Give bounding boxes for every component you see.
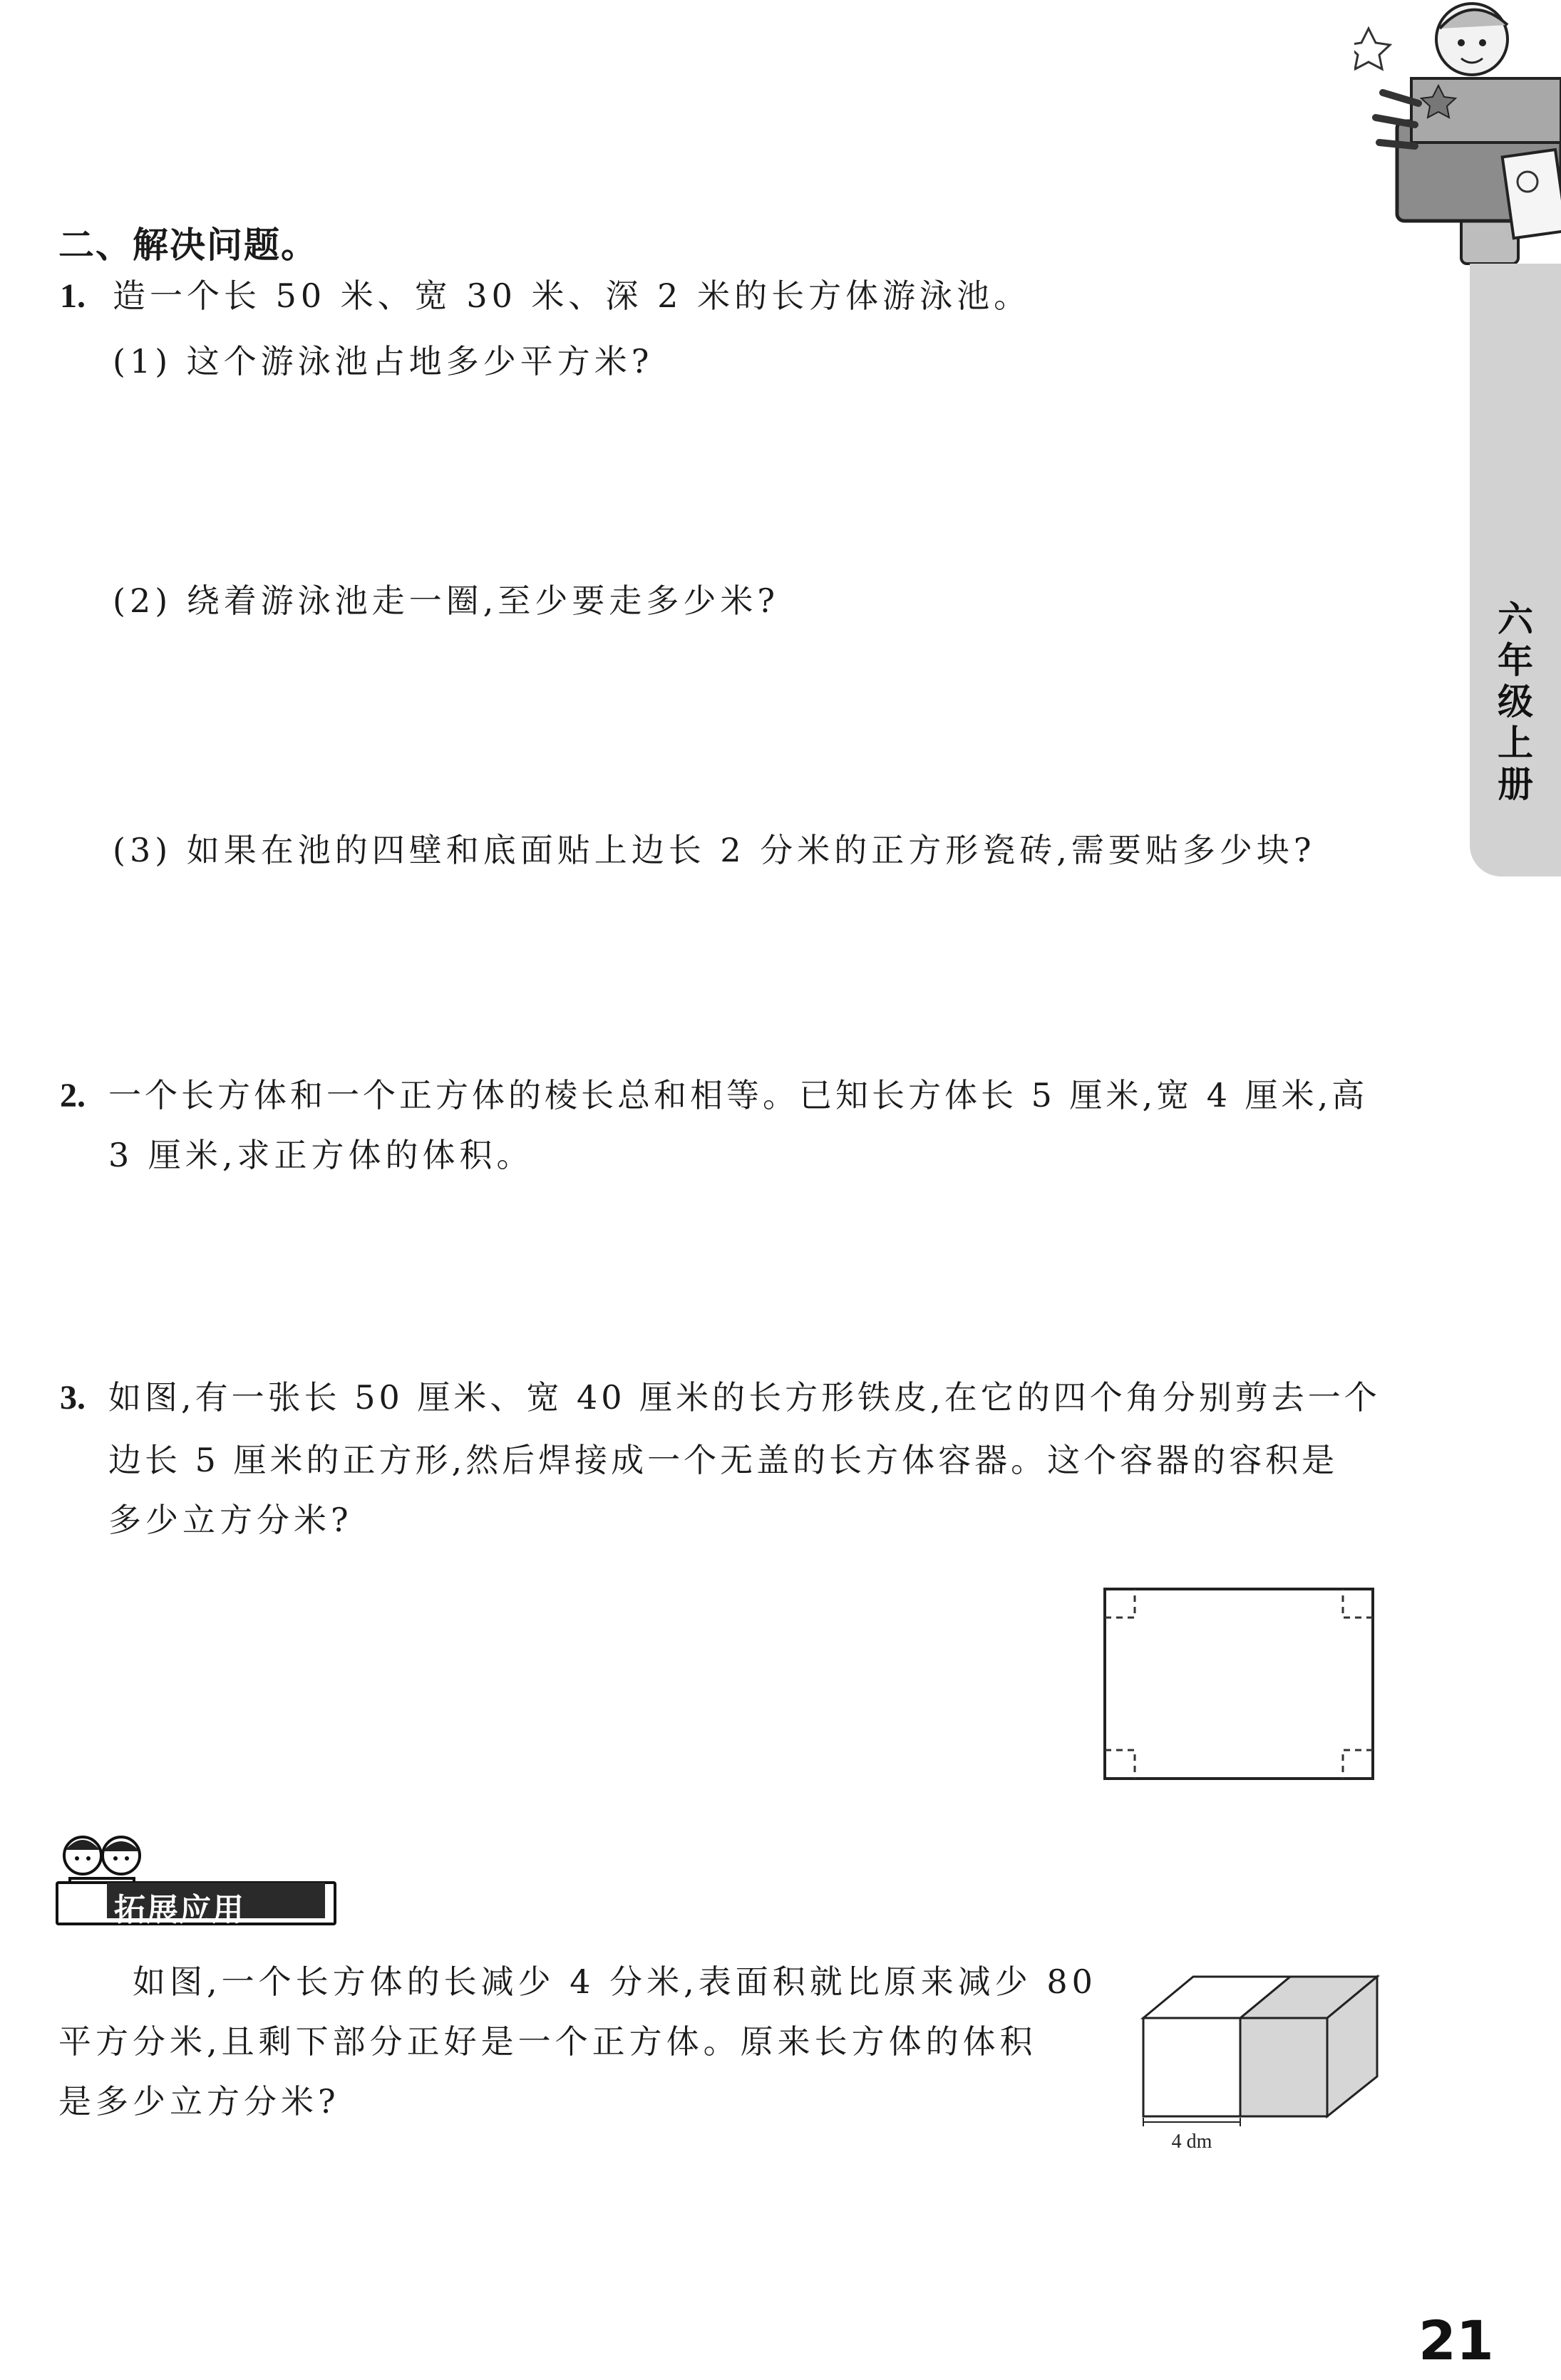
extension-line-3: 是多少立方分米? xyxy=(58,2082,340,2121)
problem-1-text: 造一个长 50 米、宽 30 米、深 2 米的长方体游泳池。 xyxy=(113,276,1031,315)
problem-1-sub-1: (1) 这个游泳池占地多少平方米? xyxy=(113,342,654,381)
problem-2-line-2: 3 厘米,求正方体的体积。 xyxy=(108,1136,534,1174)
section-title: 二、解决问题。 xyxy=(58,224,318,266)
grade-label-char: 六 xyxy=(1498,599,1533,640)
grade-label-char: 年 xyxy=(1498,640,1533,681)
problem-3-line-3: 多少立方分米? xyxy=(108,1501,353,1539)
figure-dimension-label: 4 dm xyxy=(1171,2131,1212,2153)
problem-1-number: 1. xyxy=(60,277,86,315)
problem-2-number: 2. xyxy=(60,1077,86,1114)
grade-label-char: 册 xyxy=(1498,764,1533,805)
problem-2-line-1: 一个长方体和一个正方体的棱长总和相等。已知长方体长 5 厘米,宽 4 厘米,高 xyxy=(108,1076,1369,1114)
extension-line-1: 如图,一个长方体的长减少 4 分米,表面积就比原来减少 80 xyxy=(133,1962,1097,2001)
grade-label-char: 上 xyxy=(1498,723,1533,764)
extension-title: 拓展应用 xyxy=(114,1892,245,1928)
sheet-figure xyxy=(1098,1582,1383,1796)
grade-label-char: 级 xyxy=(1498,681,1533,723)
grade-label xyxy=(1470,599,1561,805)
problem-3-line-1: 如图,有一张长 50 厘米、宽 40 厘米的长方形铁皮,在它的四个角分别剪去一个 xyxy=(108,1378,1381,1417)
problem-1-sub-3: (3) 如果在池的四壁和底面贴上边长 2 分米的正方形瓷砖,需要贴多少块? xyxy=(113,831,1316,869)
problem-3-number: 3. xyxy=(60,1379,86,1417)
page-number: 21 xyxy=(1418,2309,1494,2372)
problem-3-line-2: 边长 5 厘米的正方形,然后焊接成一个无盖的长方体容器。这个容器的容积是 xyxy=(108,1441,1339,1479)
extension-line-2: 平方分米,且剩下部分正好是一个正方体。原来长方体的体积 xyxy=(58,2022,1037,2061)
cuboid-figure xyxy=(1126,1964,1397,2156)
problem-1-sub-2: (2) 绕着游泳池走一圈,至少要走多少米? xyxy=(113,581,780,620)
